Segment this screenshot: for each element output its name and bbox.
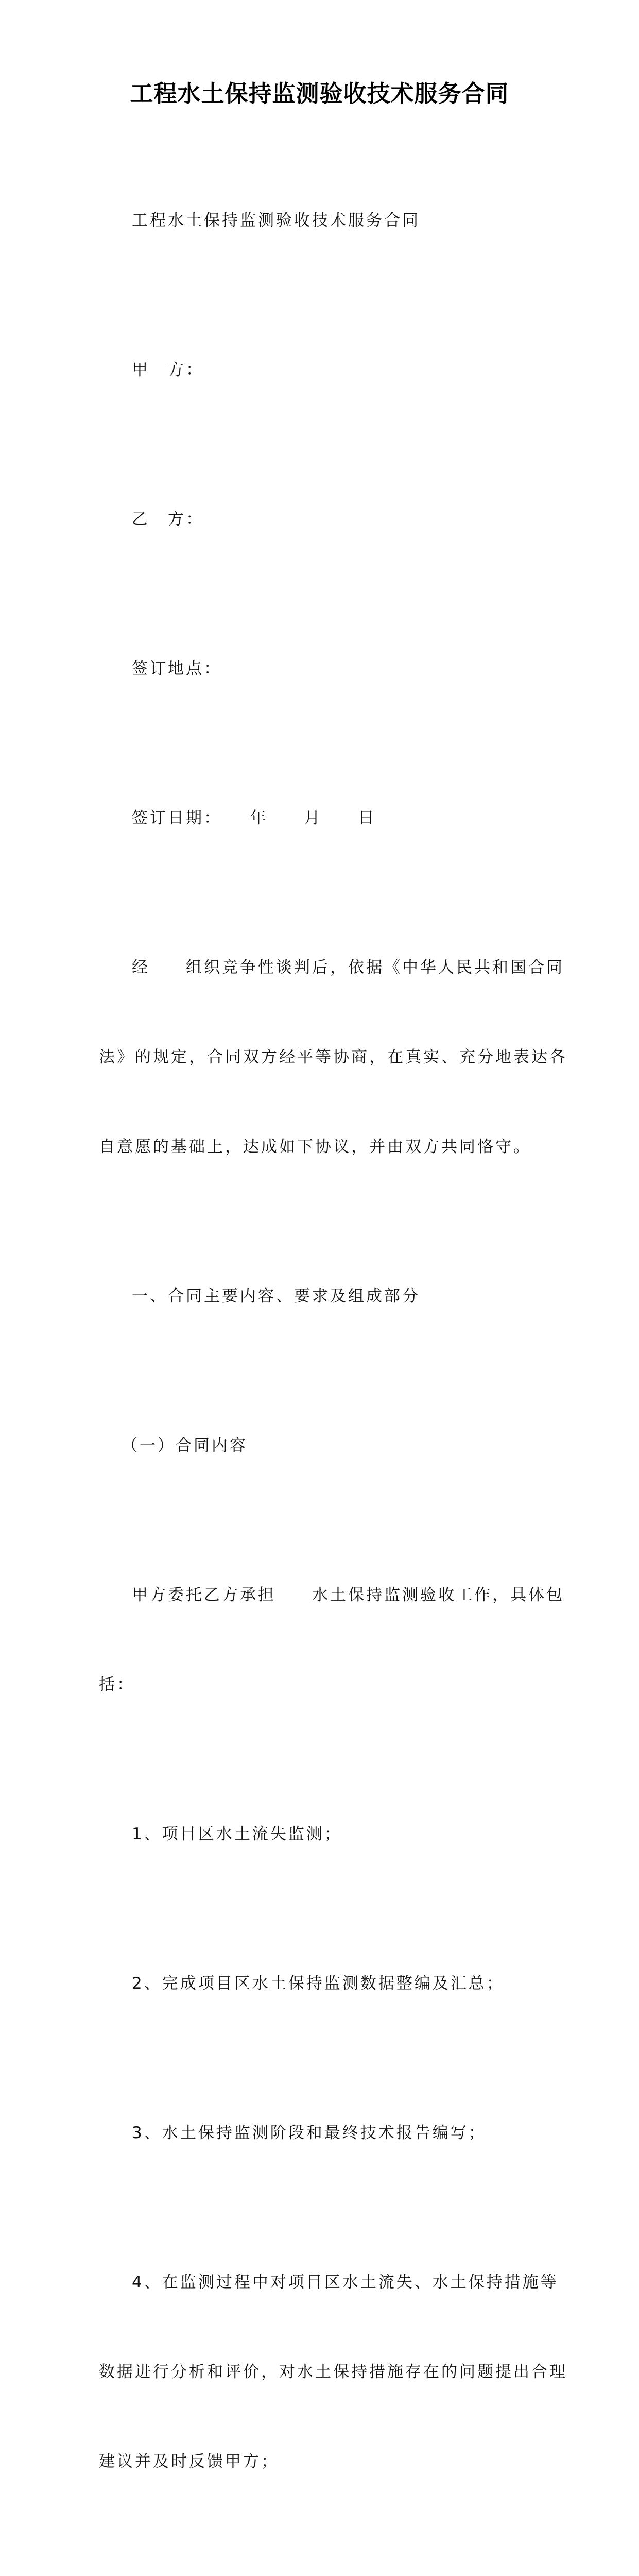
paragraph-line: 括： [99, 1675, 135, 1694]
list-item [99, 2058, 544, 2208]
subsection-heading [99, 1371, 544, 1520]
paragraph-line: 签订地点： [132, 659, 222, 678]
paragraph-line: 经 组织竞争性谈判后，依据《中华人民共和国合同 [132, 958, 564, 977]
paragraph-line: 法》的规定，合同双方经平等协商，在真实、充分地表达各 [99, 1048, 567, 1066]
paragraph-line: 甲 方： [132, 361, 204, 379]
paragraph-line: 工程水土保持监测验收技术服务合同 [132, 211, 420, 230]
list-item [99, 1909, 544, 2058]
paragraph-preamble [99, 893, 567, 1222]
document-body [99, 146, 567, 2576]
paragraph-line: 3、水土保持监测阶段和最终技术报告编写； [132, 2124, 487, 2142]
document-title: 工程水土保持监测验收技术服务合同 [130, 80, 509, 107]
paragraph-party-a [99, 295, 544, 445]
paragraph-party-b [99, 445, 544, 594]
list-item [99, 1759, 544, 1909]
paragraph-line: 签订日期： 年 月 日 [132, 809, 376, 827]
paragraph-line: （一）合同内容 [122, 1436, 248, 1455]
paragraph-line: 自意愿的基础上，达成如下协议，并由双方共同恪守。 [99, 1138, 531, 1156]
paragraph-scope [99, 1520, 564, 1759]
list-item [99, 2536, 544, 2576]
paragraph-line: 建议并及时反馈甲方； [99, 2452, 279, 2471]
paragraph-line: 数据进行分析和评价，对水土保持措施存在的问题提出合理 [99, 2363, 567, 2381]
paragraph-sign-date [99, 743, 544, 893]
paragraph-subtitle [99, 146, 544, 295]
paragraph-line: 2、完成项目区水土保持监测数据整编及汇总； [132, 1974, 505, 1993]
list-item [99, 2208, 567, 2536]
paragraph-line: 4、在监测过程中对项目区水土流失、水土保持措施等 [132, 2273, 559, 2292]
paragraph-line: 甲方委托乙方承担 水土保持监测验收工作，具体包 [132, 1586, 564, 1604]
paragraph-line: 1、项目区水土流失监测； [132, 1825, 342, 1843]
paragraph-line: 乙 方： [132, 510, 204, 529]
paragraph-sign-place [99, 594, 544, 743]
section-heading [99, 1222, 544, 1371]
paragraph-line: 一、合同主要内容、要求及组成部分 [132, 1287, 420, 1306]
